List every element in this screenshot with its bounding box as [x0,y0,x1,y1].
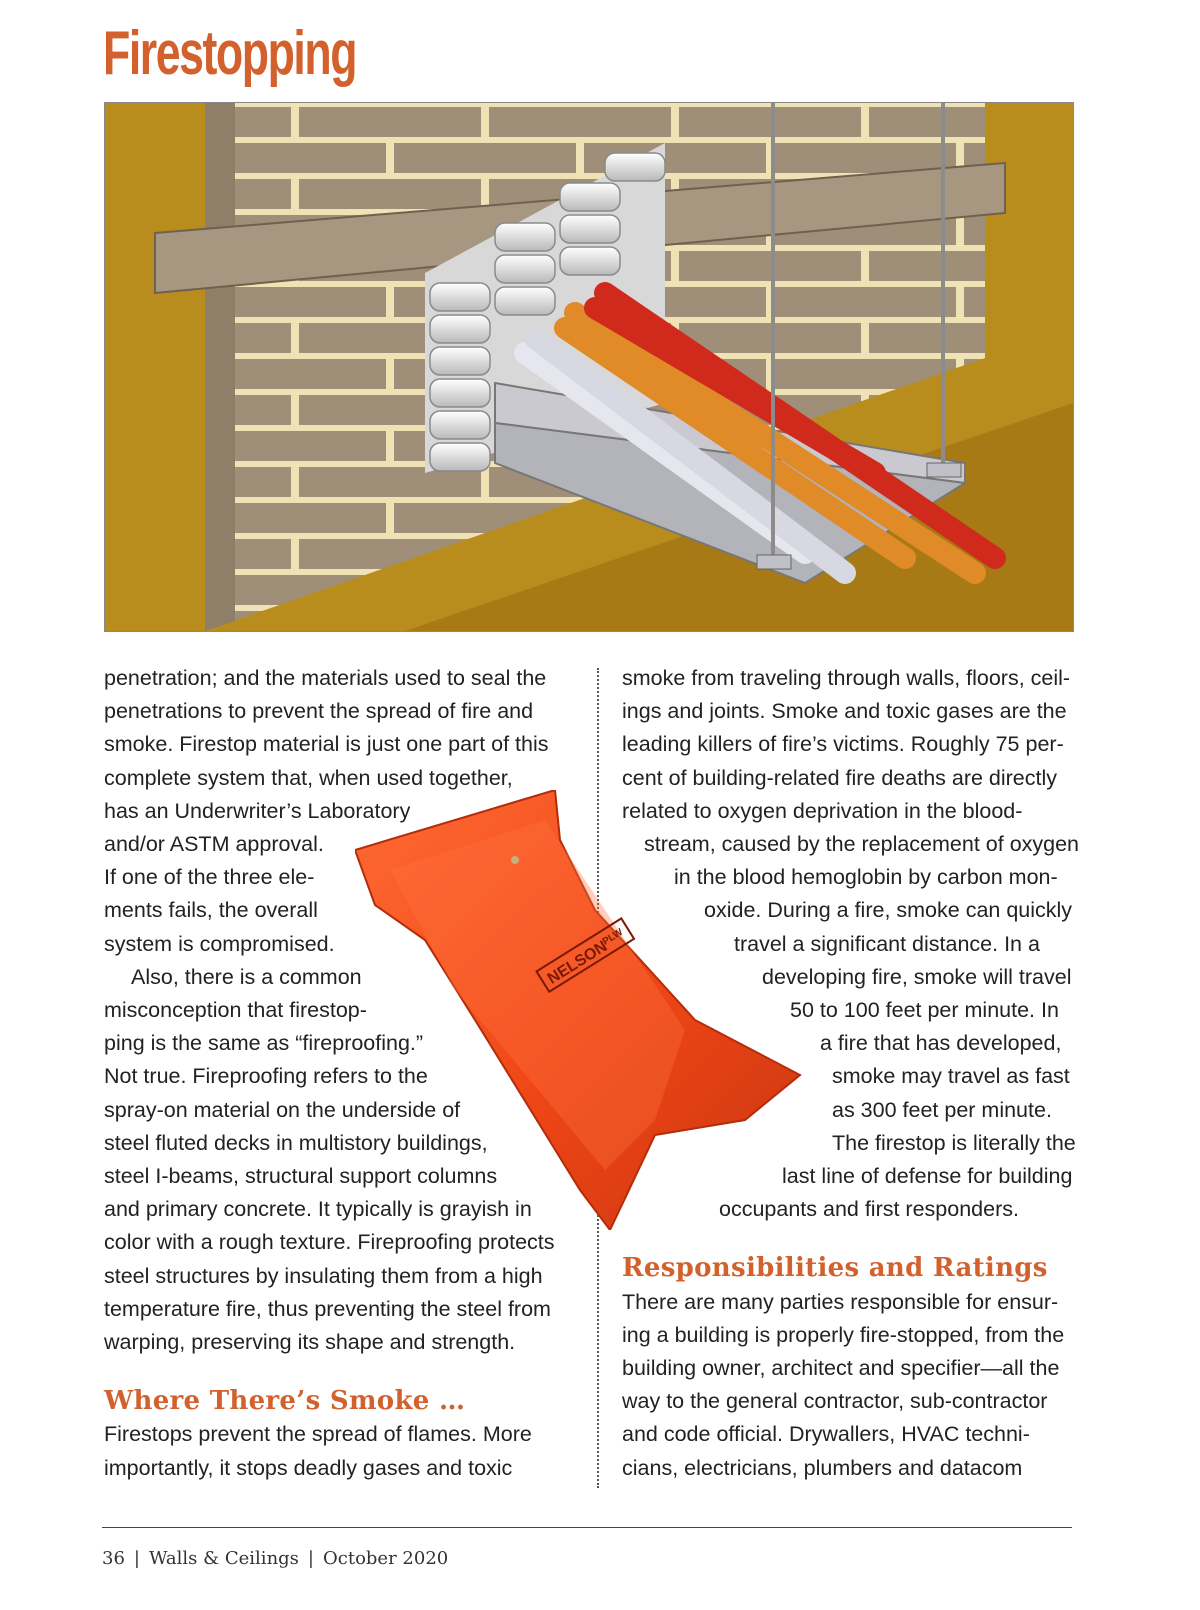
text-line: stream, caused by the replacement of oxygen [644,832,1080,857]
text-line: ping is the same as “fireproofing.” [104,1031,424,1056]
footer-separator: | [307,1548,314,1569]
page-title: Firestopping [103,19,357,88]
packet-brand-text: NELSON [544,938,611,988]
text-line: Also, there is a common [131,964,362,989]
text-line: related to oxygen deprivation in the blood- [622,798,1023,823]
text-line: 50 to 100 feet per minute. In [790,998,1059,1023]
text-line: color with a rough texture. Fireproofing protects [104,1230,555,1255]
text-line: has an Underwriter’s Laboratory [104,798,411,823]
text-line: leading killers of fire’s victims. Roughly 75 per- [622,732,1064,757]
text-line: travel a significant distance. In a [734,931,1040,956]
text-line: steel structures by insulating them from a high [104,1263,543,1288]
firestop-pillow-image [355,790,825,1230]
text-line: oxide. During a fire, smoke can quickly [704,898,1073,923]
text-line: The firestop is literally the [832,1130,1076,1155]
text-line: warping, preserving its shape and strength. [104,1330,516,1355]
text-line: ing a building is properly fire-stopped, from the [622,1322,1065,1347]
section-heading-responsibilities: Responsibilities and Ratings [622,1253,1048,1284]
text-line: If one of the three ele- [104,865,315,890]
text-line: smoke from traveling through walls, floors, ceil- [622,666,1071,690]
text-line: steel I-beams, structural support columns [104,1164,498,1189]
right-paragraph-2 [622,1286,1092,1485]
text-line: and/or ASTM approval. [104,832,324,857]
text-line: There are many parties responsible for ensur- [622,1289,1059,1314]
footer-separator: | [133,1548,140,1569]
text-line: complete system that, when used together, [104,765,513,790]
text-line: smoke may travel as fast [832,1064,1070,1089]
text-line: developing fire, smoke will travel [762,964,1072,989]
text-line: misconception that firestop- [104,998,367,1023]
text-line: system is compromised. [104,931,335,956]
text-line: as 300 feet per minute. [832,1097,1052,1122]
text-line: steel fluted decks in multistory buildings, [104,1130,488,1155]
text-line: smoke. Firestop material is just one part of this [104,732,549,757]
left-paragraph-3 [104,1418,574,1484]
text-line: in the blood hemoglobin by carbon mon- [674,865,1058,890]
section-heading-smoke: Where There’s Smoke … [104,1386,466,1417]
issue-date: October 2020 [323,1548,449,1569]
text-line: and code official. Drywallers, HVAC techni- [622,1422,1030,1447]
text-line: occupants and first responders. [719,1197,1019,1222]
text-line: last line of defense for building [782,1164,1073,1189]
page-footer [102,1548,448,1569]
text-line: way to the general contractor, sub-contractor [622,1389,1048,1414]
text-line: temperature fire, thus preventing the steel from [104,1296,551,1321]
text-line: a fire that has developed, [820,1031,1062,1056]
text-line: and primary concrete. It typically is grayish in [104,1197,532,1222]
text-line: ings and joints. Smoke and toxic gases are the [622,699,1067,724]
text-line: Firestops prevent the spread of flames. More [104,1422,532,1447]
text-line: importantly, it stops deadly gases and toxic [104,1455,513,1480]
publication-name: Walls & Ceilings [148,1548,299,1569]
firestop-illustration [104,102,1074,632]
text-line: building owner, architect and specifier—all the [622,1356,1060,1381]
packet-label-text: PLW [600,926,625,948]
text-line: cians, electricians, plumbers and datacom [622,1455,1023,1480]
text-line: spray-on material on the underside of [104,1097,461,1122]
footer-rule [102,1527,1072,1528]
text-line: penetration; and the materials used to seal the [104,666,547,690]
text-line: ments fails, the overall [104,898,318,923]
text-line: cent of building-related fire deaths are directly [622,765,1058,790]
text-line: penetrations to prevent the spread of fire and [104,699,534,724]
page-number: 36 [102,1548,125,1569]
text-line: Not true. Fireproofing refers to the [104,1064,428,1089]
